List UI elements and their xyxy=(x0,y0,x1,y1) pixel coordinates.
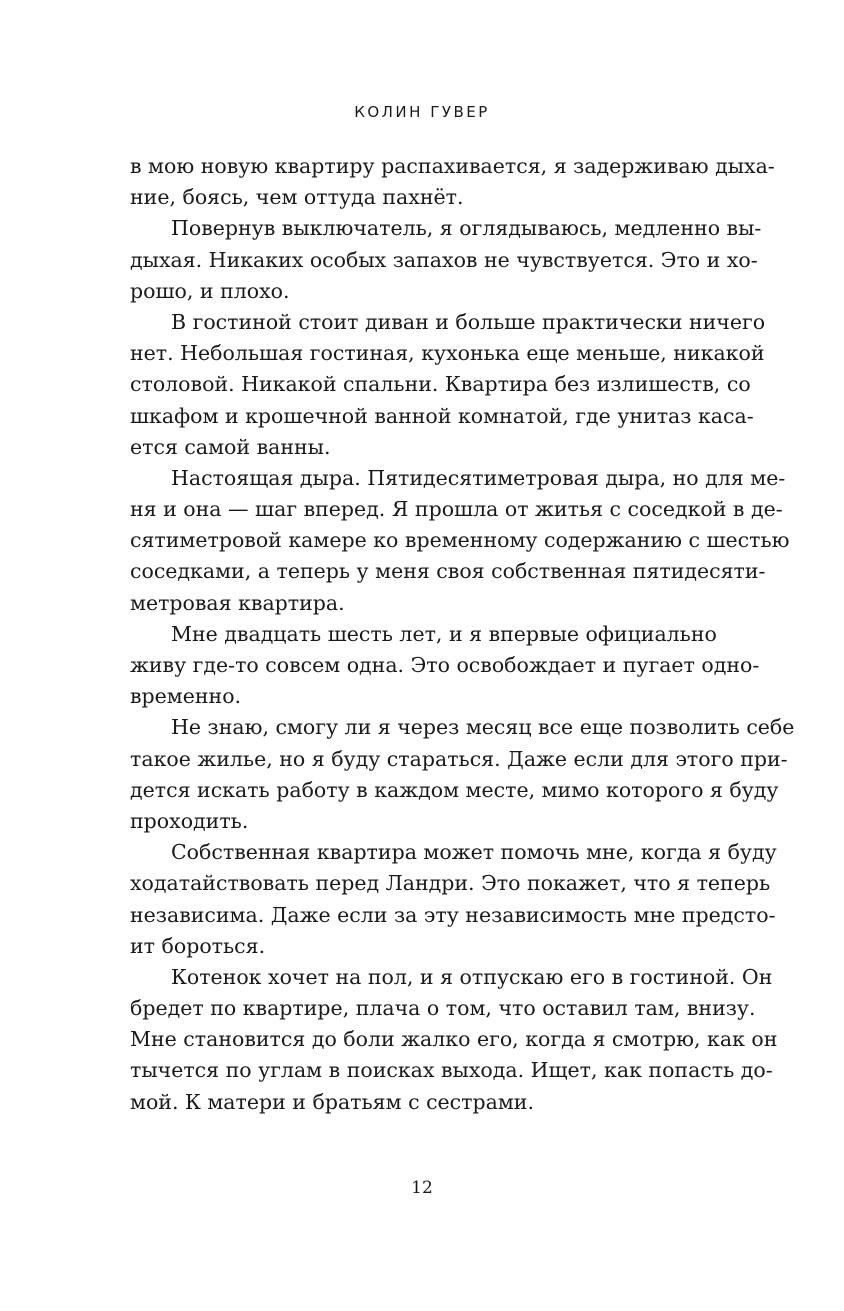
text-line: такое жилье, но я буду стараться. Даже если для этого при- xyxy=(130,746,788,771)
text-line: дыхая. Никаких особых запахов не чувствуется. Это и хо- xyxy=(130,247,758,272)
text-line: ется самой ванны. xyxy=(130,434,331,459)
text-line: рошо, и плохо. xyxy=(130,278,290,303)
text-line: живу где-то совсем одна. Это освобождает и пугает одно- xyxy=(130,653,760,677)
text-line: проходить. xyxy=(130,808,249,833)
text-line: Не знаю, смогу ли я через месяц все еще позволить себе xyxy=(171,715,795,740)
text-line: соседками, а теперь у меня своя собственная пятидесяти- xyxy=(130,559,766,584)
text-line: ходатайствовать перед Ландри. Это покажет, что я теперь xyxy=(130,871,771,896)
text-line: столовой. Никакой спальни. Квартира без излишеств, со xyxy=(130,372,751,397)
text-line: ние, боясь, чем оттуда пахнёт. xyxy=(130,185,464,210)
running-header: КОЛИН ГУВЕР xyxy=(354,103,490,121)
text-line: Собственная квартира может помочь мне, когда я буду xyxy=(171,840,777,865)
text-line: метровая квартира. xyxy=(130,590,345,615)
text-line: тычется по углам в поисках выхода. Ищет, как попасть до- xyxy=(130,1058,773,1083)
text-line: мой. К матери и братьям с сестрами. xyxy=(130,1089,534,1114)
text-line: независима. Даже если за эту независимость мне предсто- xyxy=(130,902,776,927)
text-line: сятиметровой камере ко временному содержанию с шестью xyxy=(130,528,790,553)
text-line: Мне становится до боли жалко его, когда я смотрю, как он xyxy=(130,1027,778,1052)
text-line: дется искать работу в каждом месте, мимо которого я буду xyxy=(130,777,779,802)
text-line: ит бороться. xyxy=(130,933,266,958)
text-line: В гостиной стоит диван и больше практически ничего xyxy=(171,309,766,334)
text-line: бредет по квартире, плача о том, что оставил там, внизу. xyxy=(130,996,756,1021)
body-text xyxy=(130,151,795,1118)
text-line: временно. xyxy=(130,684,242,709)
text-line: в мою новую квартиру распахивается, я задерживаю дыха- xyxy=(130,154,775,178)
text-line: Мне двадцать шесть лет, и я впервые официально xyxy=(171,621,717,646)
page-number: 12 xyxy=(411,1178,433,1198)
text-line: Настоящая дыра. Пятидесятиметровая дыра, но для ме- xyxy=(171,465,786,490)
text-line: Повернув выключатель, я оглядываюсь, медленно вы- xyxy=(171,216,762,241)
text-line: ня и она — шаг вперед. Я прошла от житья с соседкой в де- xyxy=(130,497,783,522)
text-line: шкафом и крошечной ванной комнатой, где унитаз каса- xyxy=(130,403,754,428)
text-line: Котенок хочет на пол, и я отпускаю его в гостиной. Он xyxy=(171,964,773,989)
text-line: нет. Небольшая гостиная, кухонька еще меньше, никакой xyxy=(130,341,765,366)
